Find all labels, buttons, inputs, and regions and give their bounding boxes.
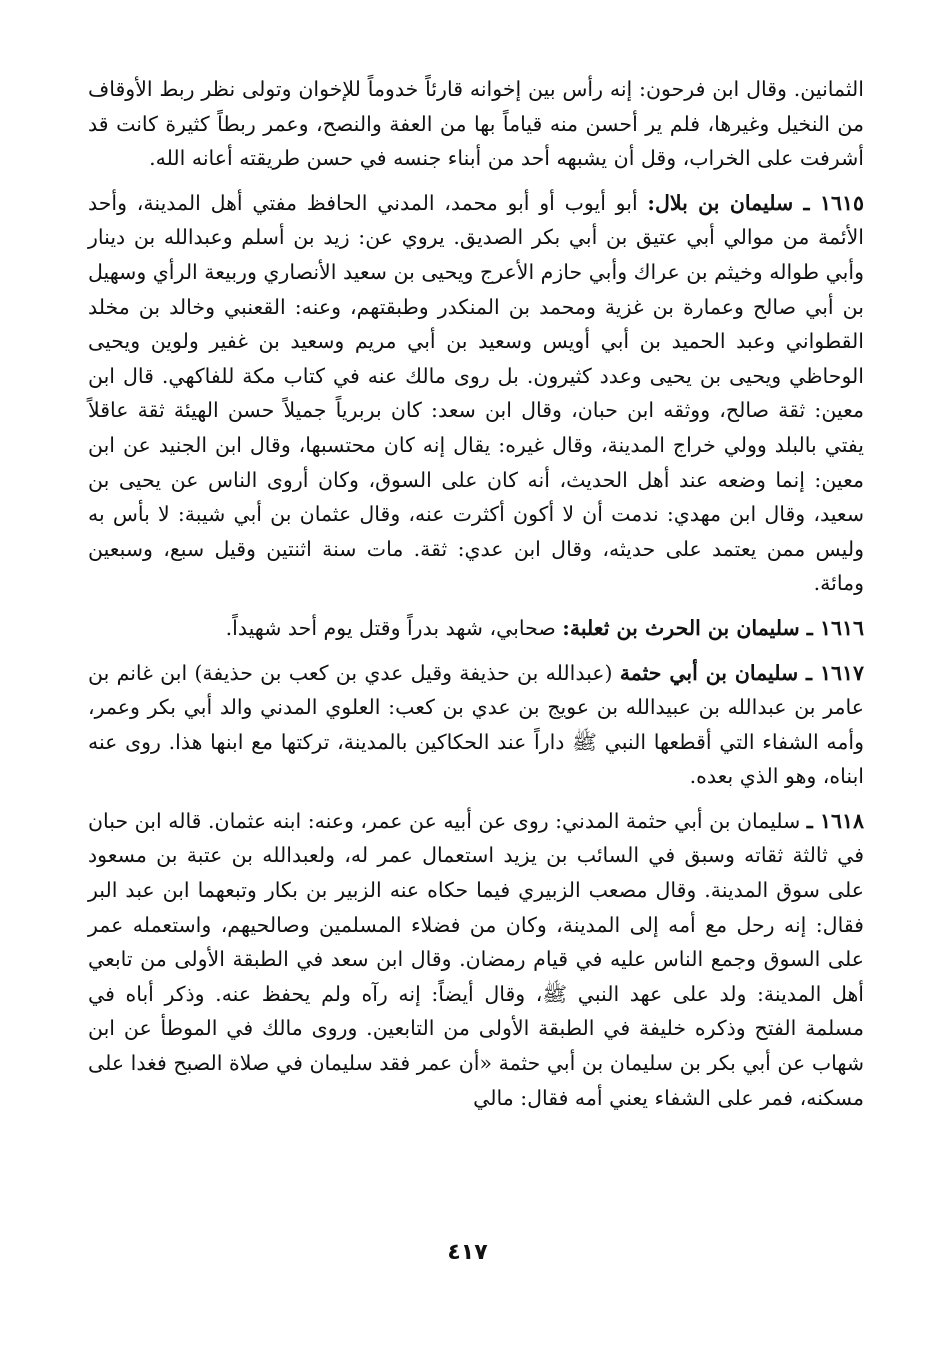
entry-body: صحابي، شهد بدراً وقتل يوم أحد شهيداً.	[225, 615, 563, 640]
entry-body: سليمان بن أبي حثمة المدني: روى عن أبيه عن عمر، وعنه: ابنه عثمان. قاله ابن حبان في ثالثة ثقاته وسبق في السائب بن يزيد استعمال عمر له، ولعبدالله بن عتبة بن مسعود على سوق المدينة. وقال مصعب الزبيري فيما حكاه عنه الزبير بن بكار وتبعهما ابن عبد البر فقال: إنه رحل مع أمه إلى المدينة، وكان من فضلاء المسلمين وصالحيهم، واستعمله عمر على السوق وجمع الناس عليه في قيام رمضان. وقال ابن سعد في الطبقة الأولى من تابعي أهل المدينة: ولد على عهد النبي ﷺ، وقال أيضاً: إنه رآه ولم يحفظ عنه. وذكر أباه في مسلمة الفتح وذكره خليفة في الطبقة الأولى من التابعين. وروى مالك في الموطأ عن ابن شهاب عن أبي بكر بن سليمان بن أبي حثمة «أن عمر فقد سليمان في صلاة الصبح فغدا على مسكنه، فمر على الشفاء يعني أمه فقال: مالي	[88, 808, 864, 1110]
entry-heading: ١٦١٨ ـ	[806, 808, 864, 833]
paragraph-body: الثمانين. وقال ابن فرحون: إنه رأس بين إخوانه قارئاً خدوماً للإخوان وتولى نظر ربط الأوقاف من النخيل وغيرها، فلم ير أحسن منه قياماً بها من العفة والنصح، وعمر ربطاً كثيرة كانت قد أشرفت على الخراب، وقل أن يشبهه أحد من أبناء جنسه في حسن طريقته أعانه الله.	[88, 77, 864, 171]
entry-heading: ١٦١٥ ـ سليمان بن بلال:	[647, 190, 864, 215]
entry-1617	[88, 656, 864, 794]
page-number: ٤١٧	[447, 1240, 488, 1265]
entry-1618	[88, 804, 864, 1115]
entry-body: (عبدالله بن حذيفة وقيل عدي بن كعب بن حذيفة) ابن غانم بن عامر بن عبدالله بن عبيدالله بن عويج بن عدي بن كعب: العلوي المدني والد أبي بكر وعمر، وأمه الشفاء التي أقطعها النبي ﷺ داراً عند الحكاكين بالمدينة، تركتها مع ابنها هذا. روى عنه ابناه، وهو الذي بعده.	[88, 660, 864, 789]
entry-heading: ١٦١٧ ـ سليمان بن أبي حثمة	[619, 660, 864, 685]
entry-1615	[88, 186, 864, 601]
paragraph-continuation	[88, 72, 864, 176]
entry-1616	[88, 611, 864, 646]
entry-body: أبو أيوب أو أبو محمد، المدني الحافظ مفتي أهل المدينة، وأحد الأئمة من موالي أبي عتيق بن أبي بكر الصديق. يروي عن: زيد بن أسلم وعبدالله بن دينار وأبي طواله وخيثم بن عراك وأبي حازم الأعرج ويحيى بن سعيد الأنصاري وربيعة الرأي وسهيل بن أبي صالح وعمارة بن غزية ومحمد بن المنكدر وطبقتهم، وعنه: القعنبي وخالد بن مخلد القطواني وعبد الحميد بن أبي أويس وسعيد بن أبي مريم وسعيد بن غفير ولوين ويحيى الوحاظي ويحيى بن يحيى وعدد كثيرون. بل روى مالك عنه في كتاب مكة للفاكهي. قال ابن معين: ثقة صالح، ووثقه ابن حبان، وقال ابن سعد: كان بربرياً جميلاً حسن الهيئة ثقة عاقلاً يفتي بالبلد وولي خراج المدينة، وقال غيره: يقال إنه كان محتسبها، وقال ابن الجنيد عن ابن معين: إنما وضعه عند أهل الحديث، أنه كان على السوق، وكان أروى الناس عن يحيى بن سعيد، وقال ابن مهدي: ندمت أن لا أكون أكثرت عنه، وقال عثمان بن أبي شيبة: لا بأس به وليس ممن يعتمد على حديثه، وقال ابن عدي: ثقة. مات سنة اثنتين وقيل سبع، وسبعين ومائة.	[88, 190, 864, 596]
document-page	[88, 72, 864, 1272]
entry-heading: ١٦١٦ ـ سليمان بن الحرث بن ثعلبة:	[562, 615, 864, 640]
